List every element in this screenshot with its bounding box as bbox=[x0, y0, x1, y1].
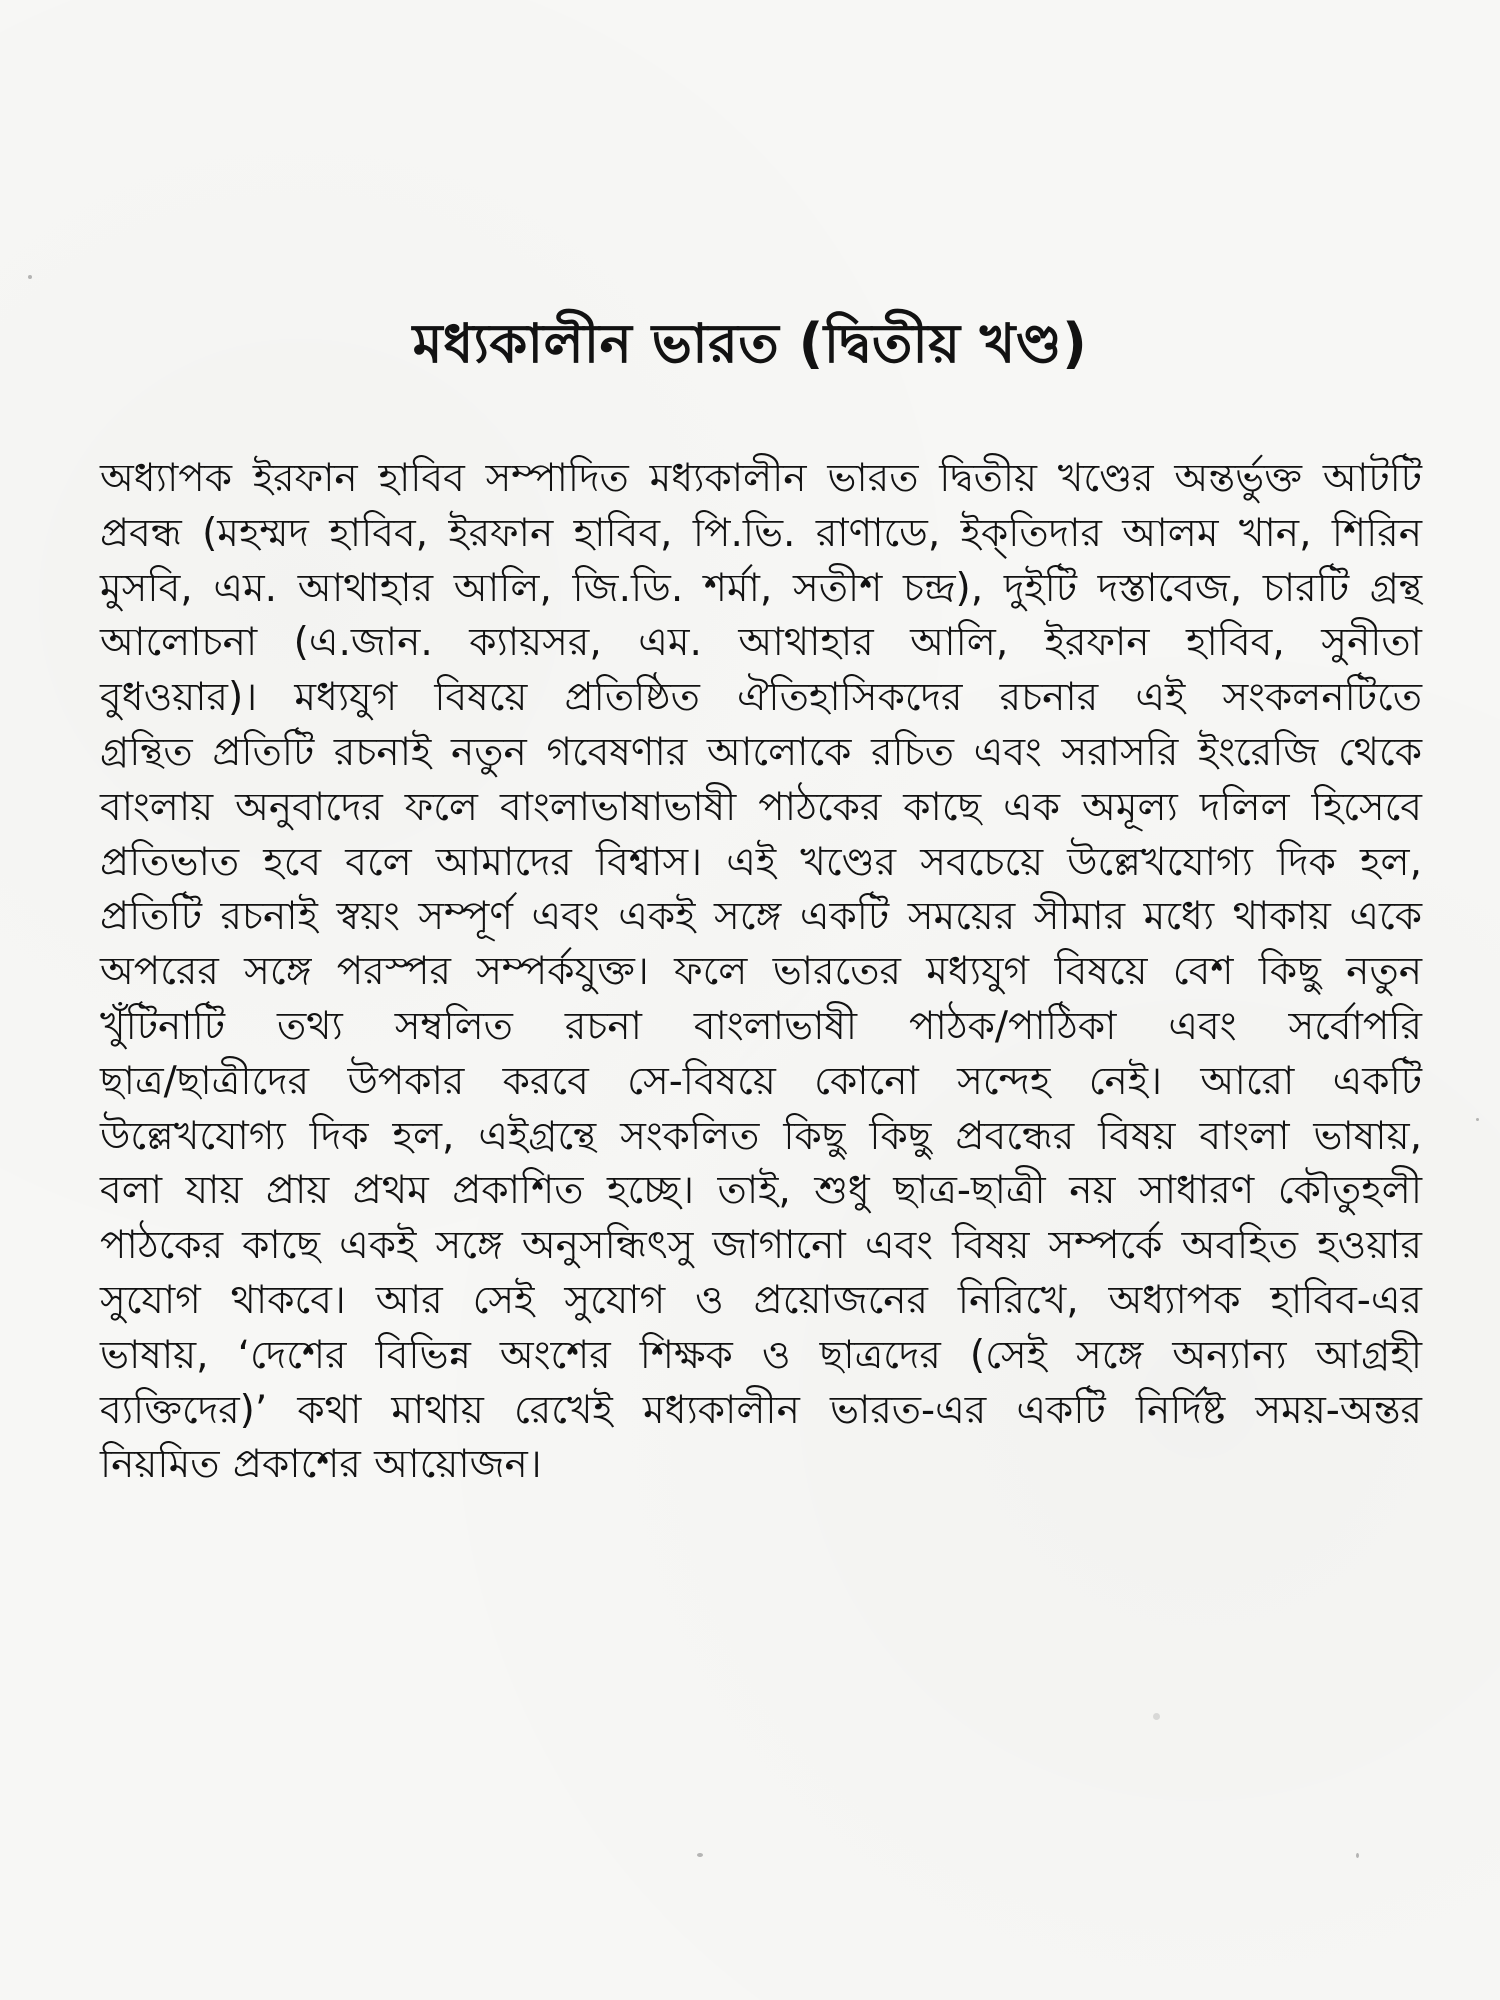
paragraph-line: সুযোগ থাকবে। আর সেই সুযোগ ও প্রয়োজনের নিরিখে, অধ্যাপক হাবিব-এর bbox=[100, 1277, 1422, 1323]
scan-speck bbox=[697, 1853, 703, 1857]
paragraph-line: পাঠকের কাছে একই সঙ্গে অনুসন্ধিৎসু জাগানো এবং বিষয় সম্পর্কে অবহিত হওয়ার bbox=[100, 1223, 1422, 1269]
scan-speck bbox=[1476, 1118, 1479, 1121]
paragraph-line: অপরের সঙ্গে পরস্পর সম্পর্কযুক্ত। ফলে ভারতের মধ্যযুগ বিষয়ে বেশ কিছু নতুন bbox=[100, 949, 1422, 995]
paragraph-line: উল্লেখযোগ্য দিক হল, এইগ্রন্থে সংকলিত কিছু কিছু প্রবন্ধের বিষয় বাংলা ভাষায়, bbox=[100, 1113, 1422, 1159]
paragraph-line: বুধওয়ার)। মধ্যযুগ বিষয়ে প্রতিষ্ঠিত ঐতিহাসিকদের রচনার এই সংকলনটিতে bbox=[100, 675, 1422, 721]
paragraph-line: আলোচনা (এ.জান. ক্যায়সর, এম. আথাহার আলি, ইরফান হাবিব, সুনীতা bbox=[100, 620, 1422, 666]
body-paragraph bbox=[100, 452, 1422, 1493]
scan-speck bbox=[1356, 1853, 1359, 1858]
paragraph-line: ব্যক্তিদের)’ কথা মাথায় রেখেই মধ্যকালীন ভারত-এর একটি নির্দিষ্ট সময়-অন্তর bbox=[100, 1387, 1422, 1433]
page-title: মধ্যকালীন ভারত (দ্বিতীয় খণ্ড) bbox=[412, 312, 1088, 376]
paragraph-line: বাংলায় অনুবাদের ফলে বাংলাভাষাভাষী পাঠকের কাছে এক অমূল্য দলিল হিসেবে bbox=[100, 784, 1422, 830]
scan-speck bbox=[28, 275, 32, 279]
paragraph-line: অধ্যাপক ইরফান হাবিব সম্পাদিত মধ্যকালীন ভারত দ্বিতীয় খণ্ডের অন্তর্ভুক্ত আটটি bbox=[100, 456, 1422, 501]
scan-speck bbox=[1153, 1713, 1160, 1720]
paragraph-line: গ্রন্থিত প্রতিটি রচনাই নতুন গবেষণার আলোকে রচিত এবং সরাসরি ইংরেজি থেকে bbox=[100, 729, 1422, 775]
paragraph-line: প্রবন্ধ (মহম্মদ হাবিব, ইরফান হাবিব, পি.ভি. রাণাডে, ইক্‌তিদার আলম খান, শিরিন bbox=[100, 510, 1422, 556]
paragraph-line: মুসবি, এম. আথাহার আলি, জি.ডি. শর্মা, সতীশ চন্দ্র), দুইটি দস্তাবেজ, চারটি গ্রন্থ bbox=[100, 565, 1422, 611]
paragraph-line: খুঁটিনাটি তথ্য সম্বলিত রচনা বাংলাভাষী পাঠক/পাঠিকা এবং সর্বোপরি bbox=[100, 1003, 1422, 1049]
paragraph-line: ছাত্র/ছাত্রীদের উপকার করবে সে-বিষয়ে কোনো সন্দেহ নেই। আরো একটি bbox=[100, 1058, 1422, 1104]
paragraph-line: নিয়মিত প্রকাশের আয়োজন। bbox=[100, 1442, 542, 1488]
paragraph-line: প্রতিটি রচনাই স্বয়ং সম্পূর্ণ এবং একই সঙ্গে একটি সময়ের সীমার মধ্যে থাকায় একে bbox=[100, 894, 1422, 940]
paragraph-line: ভাষায়, ‘দেশের বিভিন্ন অংশের শিক্ষক ও ছাত্রদের (সেই সঙ্গে অন্যান্য আগ্রহী bbox=[100, 1332, 1422, 1378]
paragraph-line: প্রতিভাত হবে বলে আমাদের বিশ্বাস। এই খণ্ডের সবচেয়ে উল্লেখযোগ্য দিক হল, bbox=[100, 839, 1422, 885]
paragraph-line: বলা যায় প্রায় প্রথম প্রকাশিত হচ্ছে। তাই, শুধু ছাত্র-ছাত্রী নয় সাধারণ কৌতুহলী bbox=[100, 1168, 1422, 1214]
